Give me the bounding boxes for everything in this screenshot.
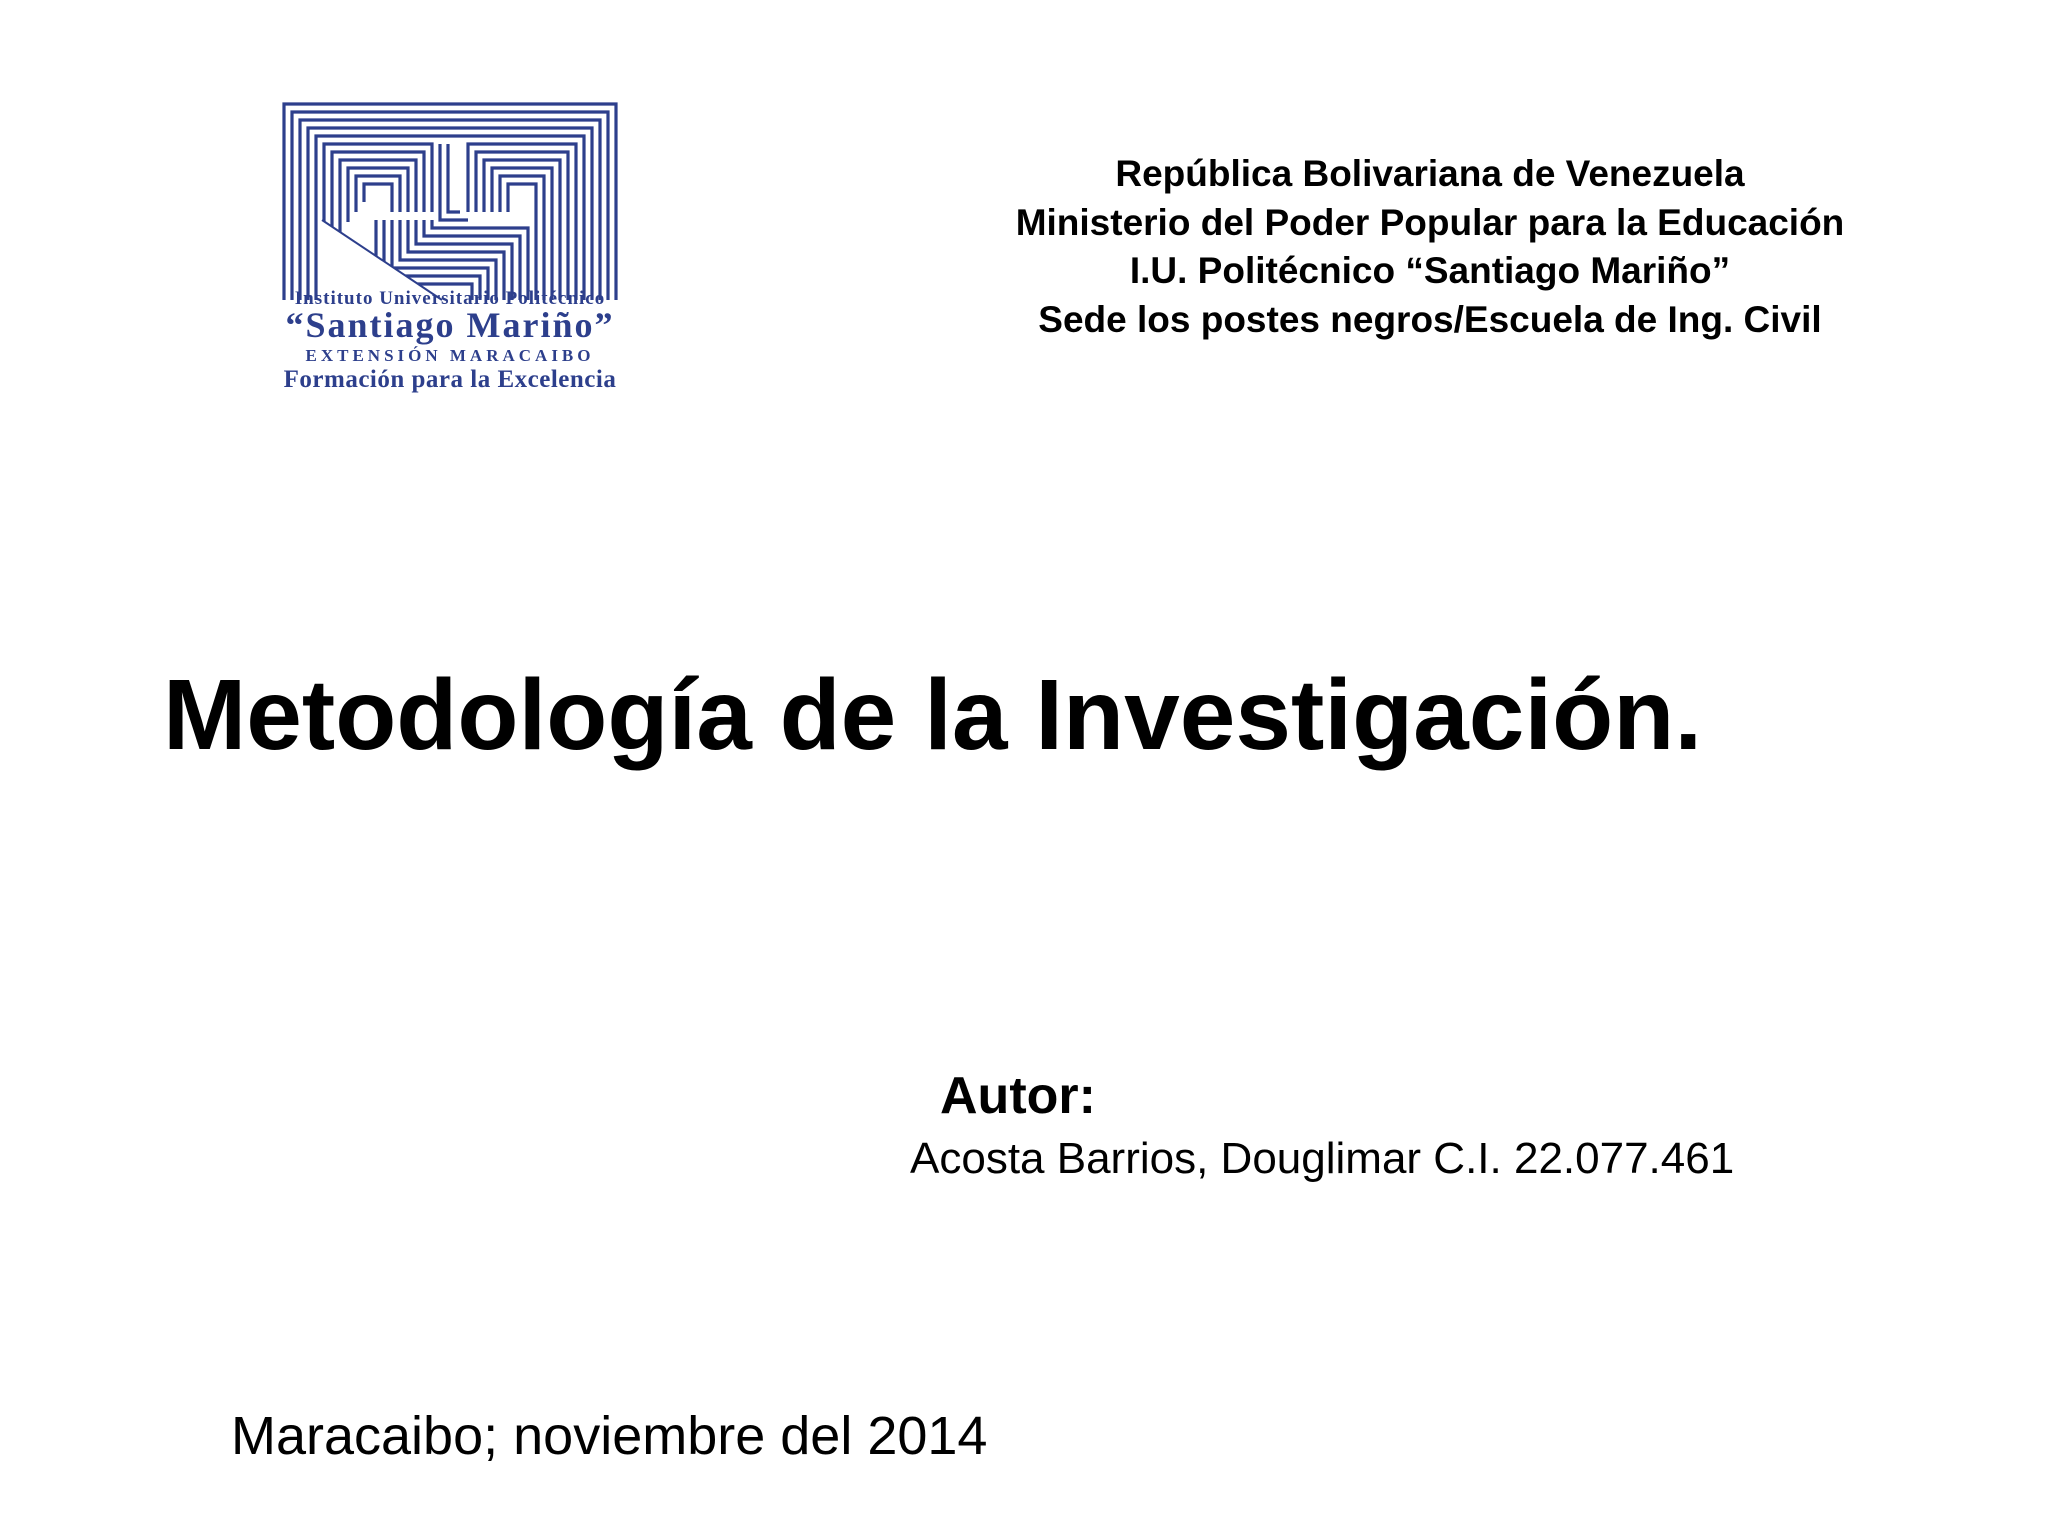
place-date: Maracaibo; noviembre del 2014 (231, 1406, 988, 1466)
logo-motto: Formación para la Excelencia (283, 366, 617, 393)
header-institute: I.U. Politécnico “Santiago Mariño” (1129, 250, 1731, 291)
logo-extension: EXTENSIÓN MARACAIBO (305, 346, 595, 365)
header-school: Sede los postes negros/Escuela de Ing. Civil (1038, 298, 1822, 340)
header-ministry: Ministerio del Poder Popular para la Educación (1015, 201, 1845, 243)
header-republic: República Bolivariana de Venezuela (1115, 153, 1745, 194)
logo-santiago-marino: “Santiago Mariño” (285, 305, 615, 345)
logo-emblem-icon (282, 102, 618, 302)
document-title: Metodología de la Investigación. (163, 659, 1703, 771)
institution-header (960, 150, 1900, 344)
author-label: Autor: (940, 1067, 1096, 1125)
logo-institute-name: Instituto Universitario Politécnico (294, 288, 606, 309)
institute-logo (230, 102, 670, 402)
author-name: Acosta Barrios, Douglimar C.I. 22.077.461 (910, 1134, 1735, 1183)
